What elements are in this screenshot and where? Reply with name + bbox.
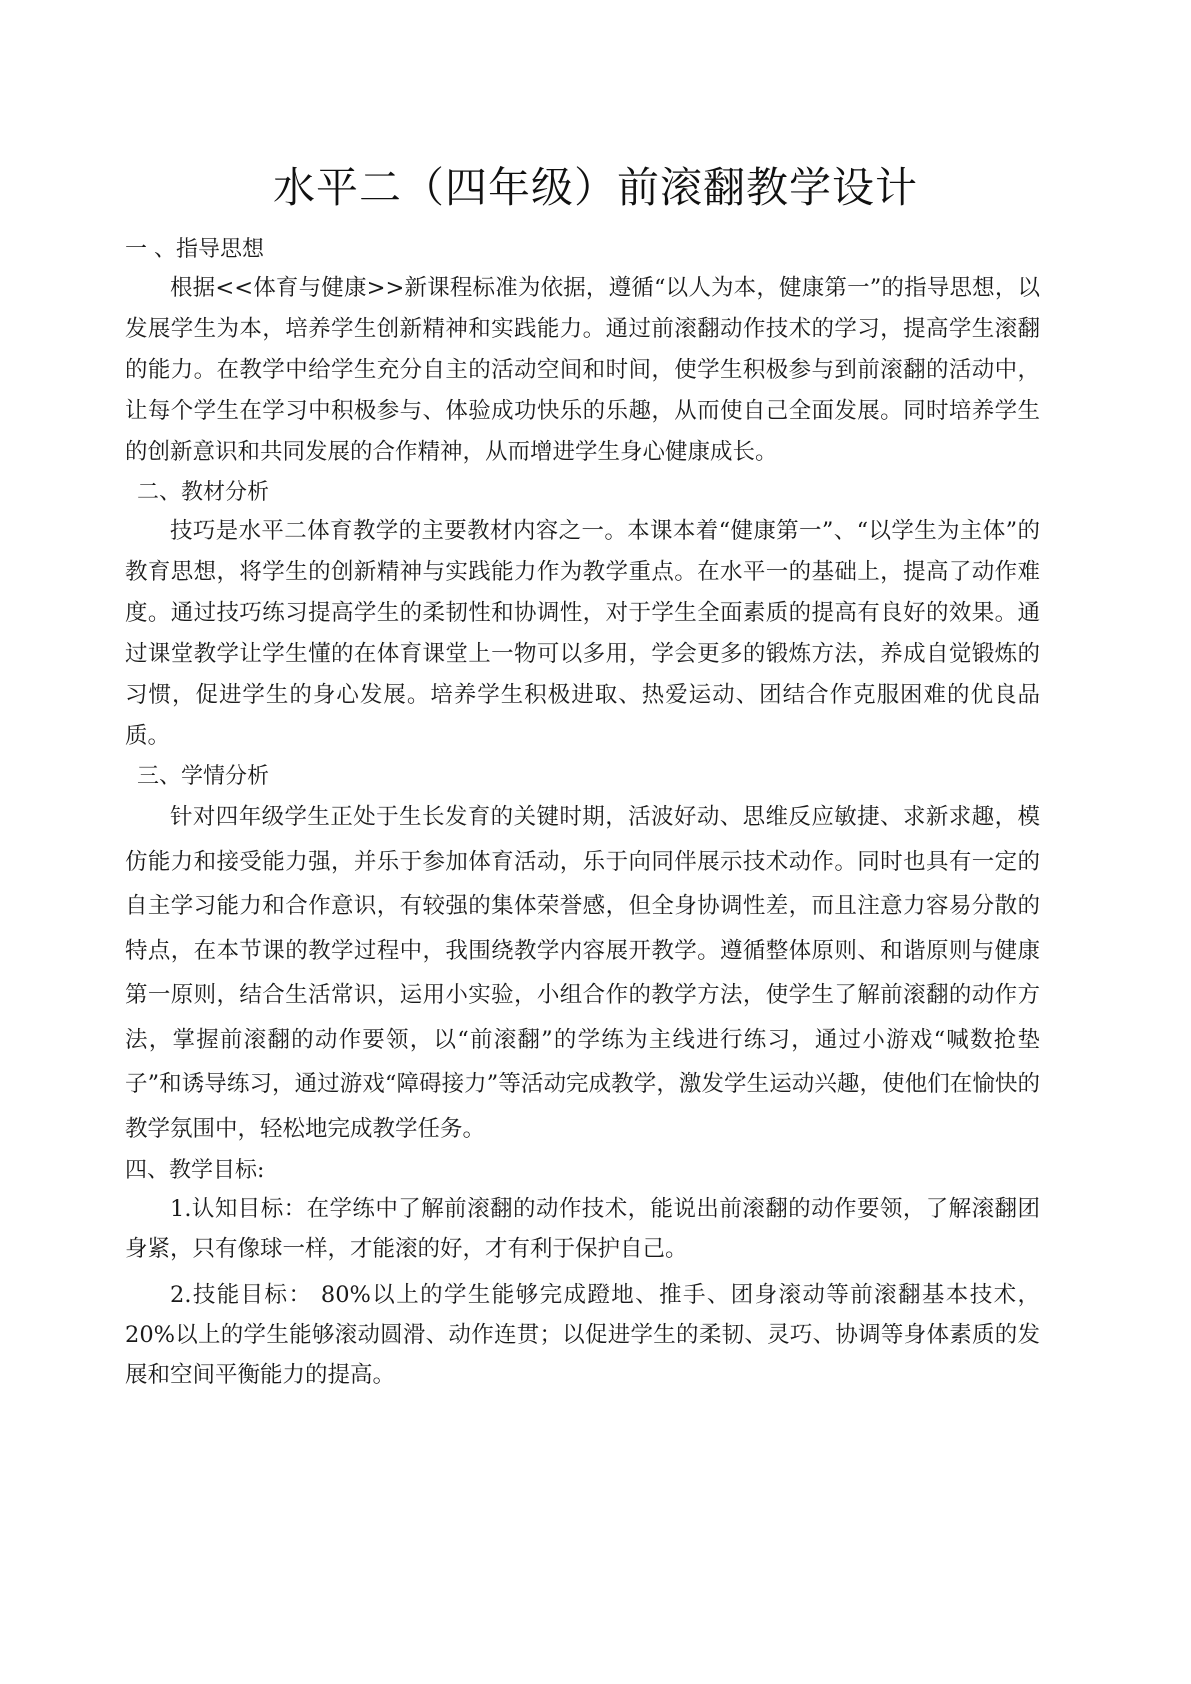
document-body	[125, 230, 1040, 1395]
objective-cognitive: 1.认知目标：在学练中了解前滚翻的动作技术，能说出前滚翻的动作要领，了解滚翻团身紧，只有像球一样，才能滚的好，才有利于保护自己。	[125, 1196, 1040, 1262]
section-paragraph-material-analysis: 技巧是水平二体育教学的主要教材内容之一。本课本着“健康第一”、“以学生为主体”的教育思想，将学生的创新精神与实践能力作为教学重点。在水平一的基础上，提高了动作难度。通过技巧练习提高学生的柔韧性和协调性，对于学生全面素质的提高有良好的效果。通过课堂教学让学生懂的在体育课堂上一物可以多用，学会更多的锻炼方法，养成自觉锻炼的习惯，促进学生的身心发展。培养学生积极进取、热爱运动、团结合作克服困难的优良品质。	[125, 518, 1040, 749]
section-heading-guiding-ideology: 一 、指导思想	[125, 237, 264, 262]
section-heading-material-analysis: 二、教材分析	[137, 480, 270, 505]
section-paragraph-student-analysis: 针对四年级学生正处于生长发育的关键时期，活波好动、思维反应敏捷、求新求趣，模仿能力和接受能力强，并乐于参加体育活动，乐于向同伴展示技术动作。同时也具有一定的自主学习能力和合作意识，有较强的集体荣誉感，但全身协调性差，而且注意力容易分散的特点，在本节课的教学过程中，我围绕教学内容展开教学。遵循整体原则、和谐原则与健康第一原则，结合生活常识，运用小实验，小组合作的教学方法，使学生了解前滚翻的动作方法，掌握前滚翻的动作要领，以“前滚翻”的学练为主线进行练习，通过小游戏“喊数抢垫子”和诱导练习，通过游戏“障碍接力”等活动完成教学，激发学生运动兴趣，使他们在愉快的教学氛围中，轻松地完成教学任务。	[125, 804, 1040, 1142]
document-title: 水平二（四年级）前滚翻教学设计	[272, 163, 918, 212]
section-heading-teaching-objectives: 四、教学目标:	[125, 1158, 265, 1183]
section-heading-student-analysis: 三、学情分析	[137, 764, 270, 789]
objective-skill: 2.技能目标： 80%以上的学生能够完成蹬地、推手、团身滚动等前滚翻基本技术，20%以上的学生能够滚动圆滑、动作连贯；以促进学生的柔韧、灵巧、协调等身体素质的发展和空间平衡能力的提高。	[125, 1282, 1040, 1388]
section-paragraph-guiding-ideology: 根据<<体育与健康>>新课程标准为依据，遵循“以人为本，健康第一”的指导思想，以发展学生为本，培养学生创新精神和实践能力。通过前滚翻动作技术的学习，提高学生滚翻的能力。在教学中给学生充分自主的活动空间和时间，使学生积极参与到前滚翻的活动中，让每个学生在学习中积极参与、体验成功快乐的乐趣，从而使自己全面发展。同时培养学生的创新意识和共同发展的合作精神，从而增进学生身心健康成长。	[125, 275, 1040, 465]
